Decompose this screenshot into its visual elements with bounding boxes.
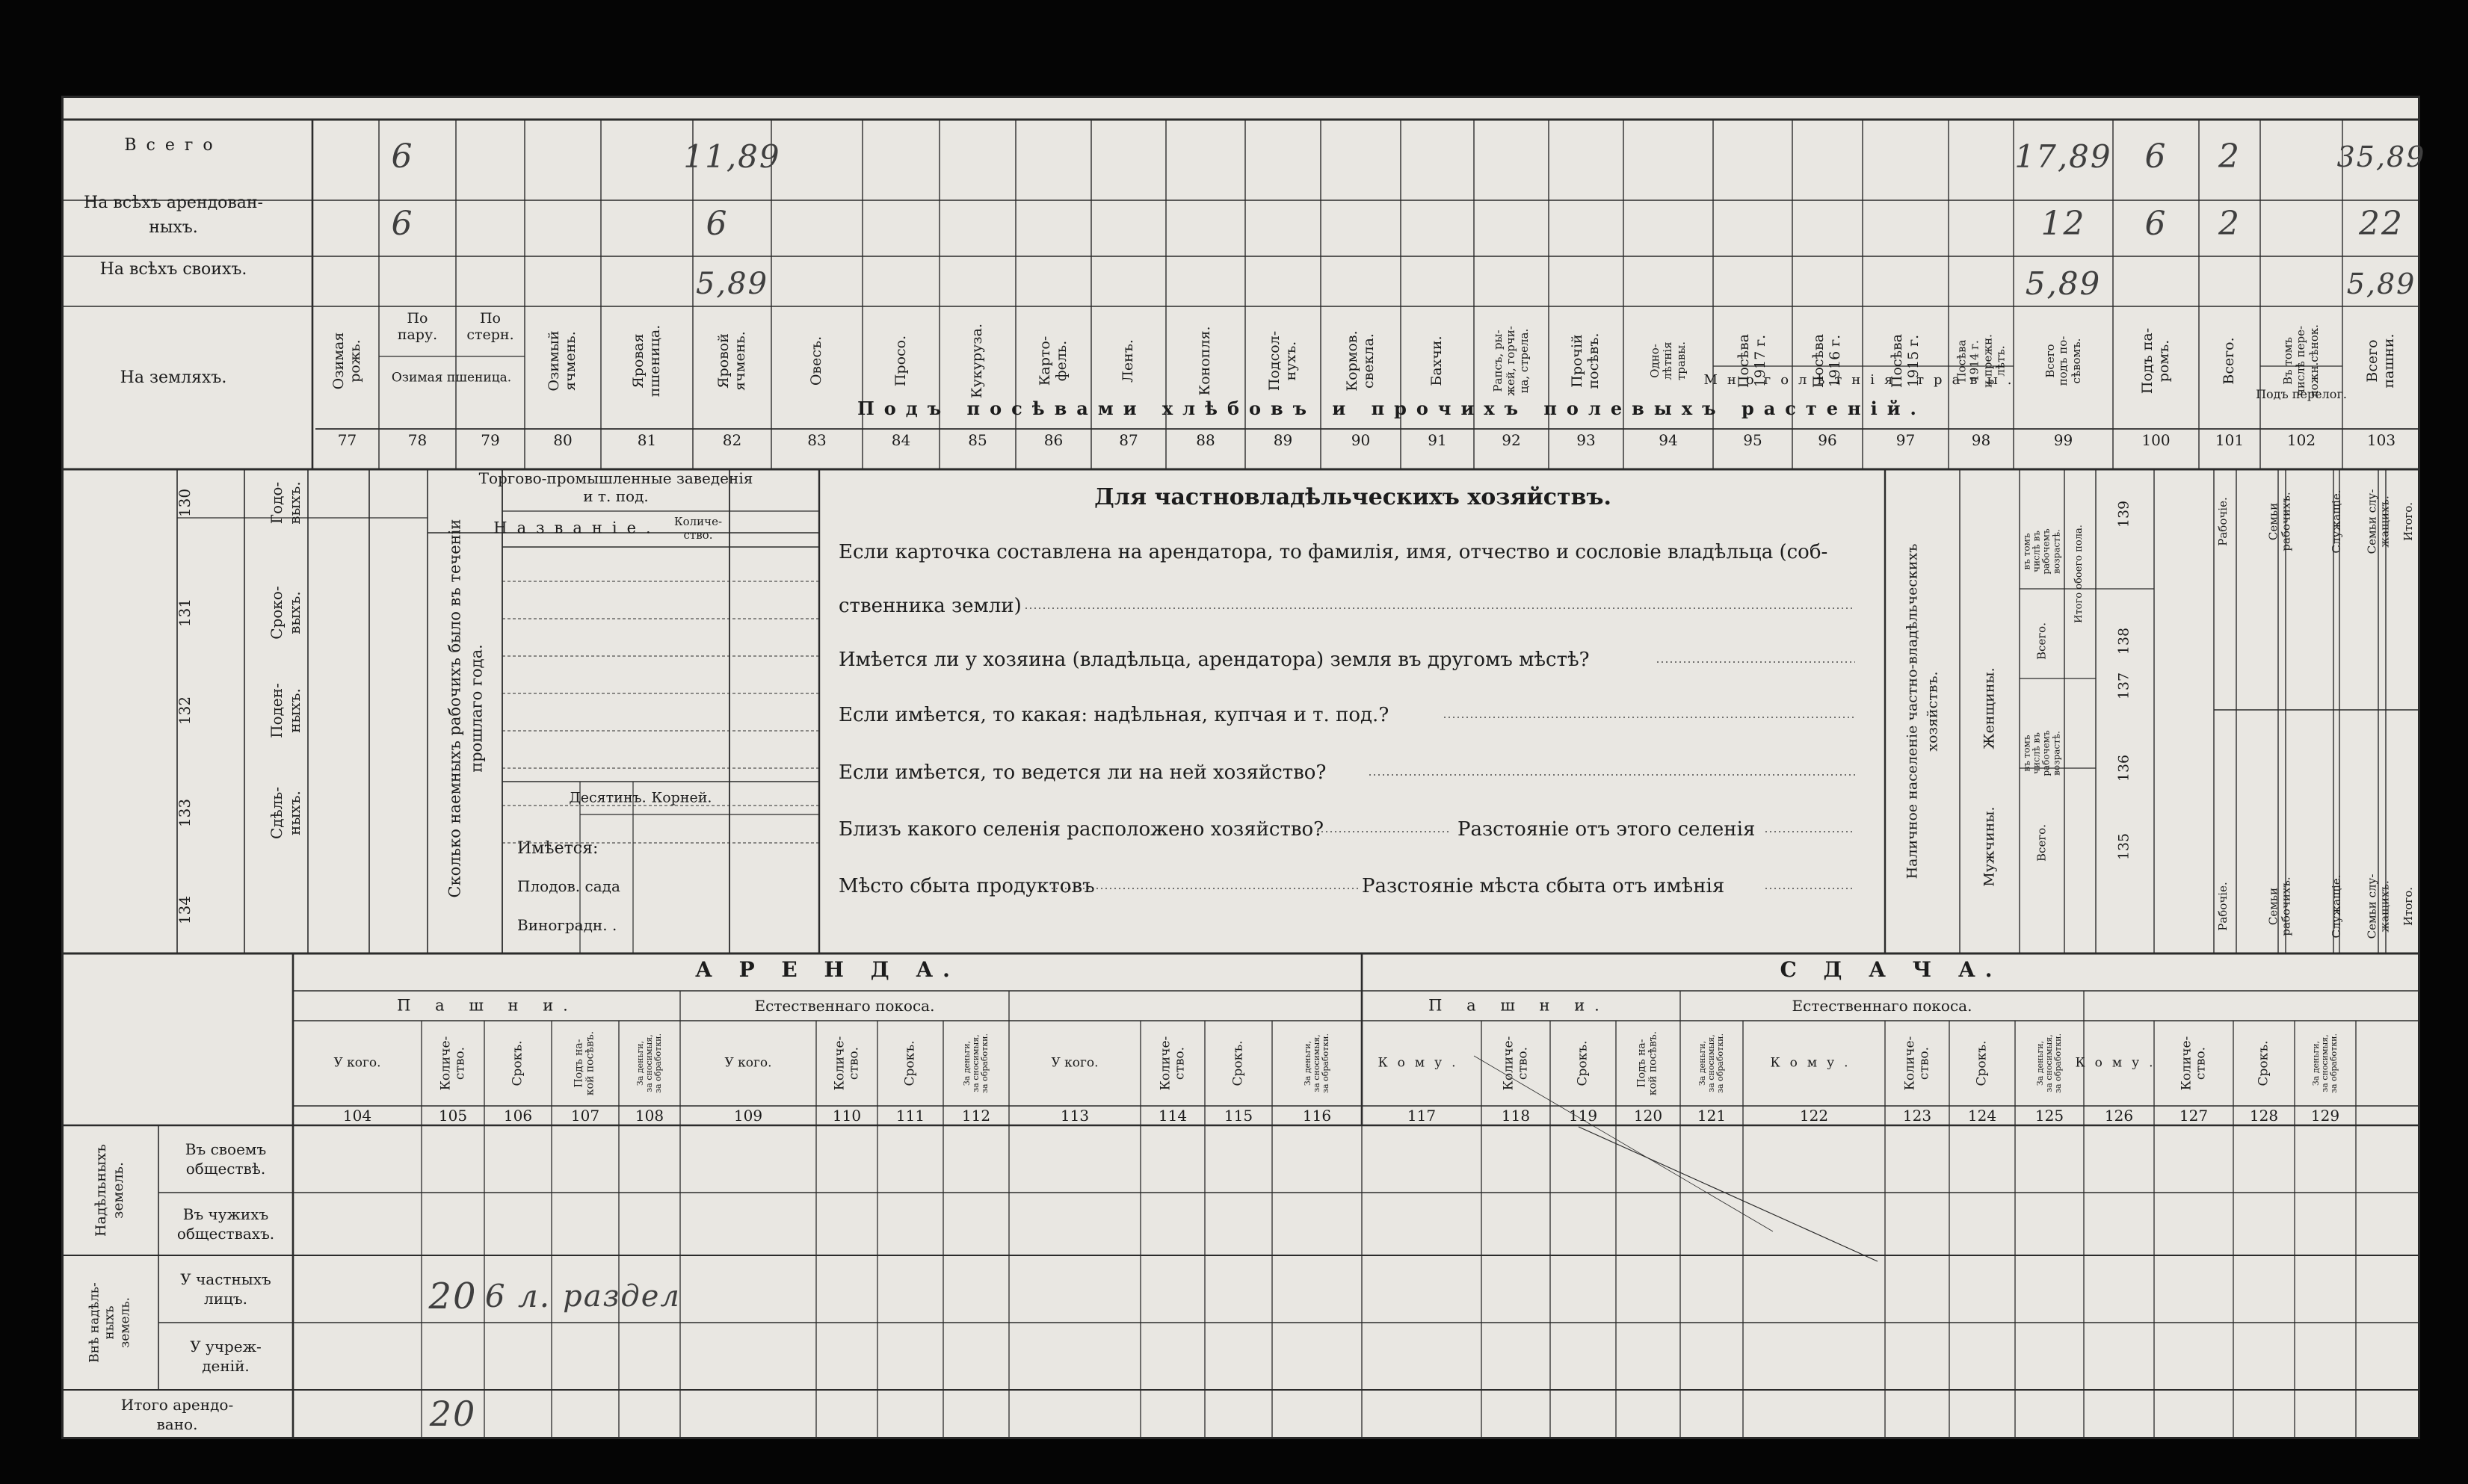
crop-header-c82: Яровой ячмень. bbox=[715, 331, 748, 391]
column-number: 90 bbox=[1351, 431, 1371, 449]
col-num-137: 137 bbox=[2115, 672, 2132, 700]
hw-leased-103[interactable]: 22 bbox=[2359, 205, 2404, 243]
population-label: Наличное населеніе частно-владѣльческихъ хозяйствъ. bbox=[1904, 543, 1940, 879]
hw-itogo-qty[interactable]: 20 bbox=[429, 1394, 477, 1434]
column-number: 89 bbox=[1273, 431, 1293, 449]
column-number: 99 bbox=[2053, 431, 2073, 449]
column-number: 91 bbox=[1428, 431, 1447, 449]
lower-column-number: 116 bbox=[1302, 1107, 1332, 1125]
garden-label: Плодов. сада bbox=[517, 877, 620, 895]
lower-header-108: За деньги, за сносимыя, за обработки. bbox=[635, 1033, 664, 1093]
column-number: 101 bbox=[2215, 431, 2245, 449]
question-land-type: Если имѣется, то какая: надѣльная, купчая и т. под.? bbox=[839, 704, 1389, 726]
men-label: Мужчины. bbox=[1981, 806, 1998, 887]
hired-type-2: Поден- ныхъ. bbox=[268, 683, 303, 738]
women-total-label: Всего. bbox=[2034, 622, 2049, 660]
lower-header-104: У кого. bbox=[333, 1055, 381, 1071]
women-workage-label: въ томъ числѣ въ рабочемъ возрастѣ. bbox=[2021, 528, 2062, 575]
question-market: Мѣсто сбыта продуктовъ bbox=[839, 875, 1095, 897]
column-number: 92 bbox=[1502, 431, 1521, 449]
desyatin-header: Десятинъ. bbox=[569, 789, 647, 806]
crop-header-c89: Подсол- нухъ. bbox=[1265, 330, 1299, 392]
strike-line bbox=[1579, 1127, 1878, 1261]
column-number: 103 bbox=[2366, 431, 2396, 449]
column-number: 84 bbox=[891, 431, 911, 449]
column-number: 85 bbox=[968, 431, 987, 449]
hw-total-78[interactable]: 6 bbox=[391, 137, 414, 176]
lower-column-number: 110 bbox=[832, 1107, 862, 1125]
men-total-label: Всего. bbox=[2034, 824, 2049, 862]
lower-column-number: 112 bbox=[961, 1107, 991, 1125]
lower-column-number: 104 bbox=[342, 1107, 372, 1125]
hw-leased-99[interactable]: 12 bbox=[2040, 205, 2086, 243]
lower-column-number: 115 bbox=[1224, 1107, 1253, 1125]
crop-header-c91: Бахчи. bbox=[1428, 336, 1446, 386]
row-other-society: Въ чужихъ обществахъ. bbox=[176, 1205, 275, 1243]
hw-leased-78[interactable]: 6 bbox=[391, 205, 414, 243]
hw-private-qty[interactable]: 20 bbox=[428, 1276, 478, 1317]
lower-column-number: 113 bbox=[1060, 1107, 1090, 1125]
women-label: Женщины. bbox=[1981, 667, 1998, 749]
lower-column-number: 122 bbox=[1799, 1107, 1829, 1125]
men-workage-label: въ томъ числѣ въ рабочемъ возрастѣ. bbox=[2021, 730, 2062, 776]
lower-header-122: Кому. bbox=[1770, 1055, 1858, 1071]
hired-type-1: Сроко- выхъ. bbox=[268, 586, 303, 640]
hw-leased-101[interactable]: 2 bbox=[2218, 205, 2241, 243]
question-other-land: Имѣется ли у хозяина (владѣльца, арендатора) земля въ другомъ мѣстѣ? bbox=[839, 649, 1590, 671]
lower-header-120: Подъ на- кой посѣвъ. bbox=[1635, 1030, 1659, 1096]
col-num-139: 139 bbox=[2115, 500, 2132, 528]
crop-header-c98: Посѣва 1914 г. и прежн. лѣтъ. bbox=[1955, 334, 2007, 388]
lower-column-number: 119 bbox=[1568, 1107, 1598, 1125]
crop-header-c78: По пару. bbox=[397, 310, 438, 343]
column-number: 98 bbox=[1971, 431, 1991, 449]
worker-bottom-4: Итого. bbox=[2401, 886, 2415, 927]
hw-own-99[interactable]: 5,89 bbox=[2025, 265, 2102, 302]
col-num-133: 133 bbox=[176, 798, 194, 828]
vineyard-label: Виноградн. . bbox=[517, 916, 617, 934]
lower-header-107: Подъ на- кой посѣвъ. bbox=[573, 1030, 596, 1096]
column-number: 83 bbox=[807, 431, 827, 449]
lower-column-number: 123 bbox=[1902, 1107, 1932, 1125]
crop-header-c87: Ленъ. bbox=[1120, 339, 1137, 383]
lower-header-128: Срокъ. bbox=[2256, 1040, 2271, 1086]
hw-total-82[interactable]: 11,89 bbox=[683, 138, 781, 175]
column-number: 95 bbox=[1743, 431, 1762, 449]
hw-total-99[interactable]: 17,89 bbox=[2014, 138, 2112, 175]
worker-bottom-3: Семьи слу- жащихъ. bbox=[2365, 874, 2391, 939]
row-label-lands: На земляхъ. bbox=[120, 368, 227, 387]
hw-leased-82[interactable]: 6 bbox=[706, 205, 729, 243]
crop-header-c95: Посѣва 1917 г. bbox=[1736, 333, 1768, 389]
crop-header-c88: Конопля. bbox=[1197, 326, 1214, 396]
lower-column-number: 109 bbox=[733, 1107, 763, 1125]
hw-total-101[interactable]: 2 bbox=[2218, 137, 2241, 176]
column-number: 102 bbox=[2286, 431, 2316, 449]
lower-column-number: 121 bbox=[1697, 1107, 1727, 1125]
lower-header-129: За деньги, за сносимыя, за обработки. bbox=[2310, 1033, 2339, 1093]
lower-header-117: Кому. bbox=[1378, 1055, 1466, 1071]
column-number: 80 bbox=[553, 431, 573, 449]
worker-bottom-1: Семьи рабочихъ. bbox=[2266, 877, 2292, 936]
census-card bbox=[61, 96, 2426, 1439]
lower-column-number: 105 bbox=[438, 1107, 468, 1125]
crop-header-c85: Кукуруза. bbox=[969, 323, 986, 399]
question-distance-village: Разстояніе отъ этого селенія bbox=[1457, 818, 1756, 841]
lower-header-119: Срокъ. bbox=[1575, 1040, 1591, 1086]
column-number: 78 bbox=[407, 431, 428, 449]
has-label: Имѣется: bbox=[517, 839, 599, 858]
crop-header-c92: Рапсъ, ры- жей, горчи- ца, стрела. bbox=[1491, 326, 1531, 396]
lower-column-number: 107 bbox=[570, 1107, 600, 1125]
lower-header-121: За деньги, за сносимыя, за обработки. bbox=[1697, 1033, 1726, 1093]
hw-leased-100[interactable]: 6 bbox=[2144, 205, 2168, 243]
row-label-own: На всѣхъ своихъ. bbox=[99, 260, 247, 279]
crop-header-c102: Въ томъ числѣ пере- ложн.сѣнок. bbox=[2281, 324, 2321, 398]
perelog-group-label: Подъ перелог. bbox=[2256, 387, 2347, 401]
crop-header-c93: Прочій посѣвъ. bbox=[1569, 333, 1602, 389]
crop-header-c99: Всего подъ по- сѣвомъ. bbox=[2043, 336, 2083, 386]
lower-header-111: Срокъ. bbox=[902, 1040, 918, 1086]
itogo-both-label: Итого обоего пола. bbox=[2073, 525, 2085, 623]
lower-header-109: У кого. bbox=[724, 1055, 772, 1071]
lower-header-113: У кого. bbox=[1051, 1055, 1099, 1071]
korney-header: Корней. bbox=[651, 789, 712, 806]
lower-header-126: Кому. bbox=[2075, 1055, 2163, 1071]
lower-header-105: Количе- ство. bbox=[438, 1036, 467, 1091]
col-num-136: 136 bbox=[2115, 754, 2132, 782]
question-owner: Если карточка составлена на арендатора, то фамилія, имя, отчество и сословіе владѣльца (соб- bbox=[839, 541, 1828, 563]
lower-header-115: Срокъ. bbox=[1230, 1040, 1246, 1086]
worker-bottom-0: Рабочіе. bbox=[2215, 882, 2230, 931]
worker-top-4: Итого. bbox=[2401, 501, 2415, 542]
hired-type-3: Сдѣль- ныхъ. bbox=[268, 786, 303, 840]
mnogoletnie-group-label: Многолѣтнія травы. bbox=[1703, 372, 2022, 388]
worker-top-0: Рабочіе. bbox=[2215, 497, 2230, 546]
arenda-pashni-label: П а ш н и. bbox=[397, 996, 578, 1015]
worker-bottom-2: Служащіе. bbox=[2329, 874, 2343, 939]
lower-column-number: 117 bbox=[1407, 1107, 1437, 1125]
col-num-134: 134 bbox=[176, 895, 194, 925]
question-nearest-village: Близъ какого селенія расположено хозяйство? bbox=[839, 818, 1324, 841]
column-number: 96 bbox=[1818, 431, 1837, 449]
hw-own-82[interactable]: 5,89 bbox=[695, 267, 769, 301]
col-num-138: 138 bbox=[2115, 627, 2132, 655]
lower-column-number: 114 bbox=[1158, 1107, 1188, 1125]
crop-header-c97: Посѣва 1915 г. bbox=[1888, 333, 1922, 389]
column-number: 81 bbox=[637, 431, 657, 449]
lower-header-124: Срокъ. bbox=[1974, 1040, 1990, 1086]
lower-header-116: За деньги, за сносимыя, за обработки. bbox=[1302, 1033, 1331, 1093]
hired-workers-label: Сколько наемныхъ рабочихъ было въ теченіи прошлаго года. bbox=[445, 519, 486, 898]
lower-header-106: Срокъ. bbox=[510, 1040, 525, 1086]
crop-header-c77: Озимая рожь. bbox=[330, 332, 363, 390]
lower-header-118: Количе- ство. bbox=[1501, 1036, 1530, 1091]
row-own-society: Въ своемъ обществѣ. bbox=[185, 1140, 267, 1178]
row-institutions: У учреж- деній. bbox=[190, 1338, 262, 1375]
crop-header-c94: Одно- лѣтнія травы. bbox=[1648, 341, 1688, 380]
column-number: 97 bbox=[1895, 431, 1916, 449]
lower-header-114: Количе- ство. bbox=[1158, 1036, 1187, 1091]
worker-top-2: Служащіе. bbox=[2329, 489, 2343, 554]
row-private-persons: У частныхъ лицъ. bbox=[180, 1270, 271, 1308]
lower-column-number: 108 bbox=[635, 1107, 664, 1125]
hw-total-103[interactable]: 35,89 bbox=[2336, 140, 2426, 173]
ozimaya-group-label: Озимая пшеница. bbox=[391, 370, 512, 386]
lower-column-number: 129 bbox=[2310, 1107, 2340, 1125]
private-holdings-title: Для частновладѣльческихъ хозяйствъ. bbox=[1094, 484, 1611, 510]
sdacha-pokos-label: Естественнаго покоса. bbox=[1792, 997, 1972, 1015]
crop-header-c90: Кормов. свекла. bbox=[1343, 330, 1377, 392]
column-number: 86 bbox=[1043, 431, 1064, 449]
column-number: 94 bbox=[1659, 431, 1678, 449]
lower-column-number: 120 bbox=[1633, 1107, 1663, 1125]
hw-private-srok[interactable]: 6 л. bbox=[484, 1278, 552, 1314]
lower-header-112: За деньги, за сносимыя, за обработки. bbox=[961, 1033, 990, 1093]
hw-private-form[interactable]: раздел bbox=[563, 1279, 681, 1314]
col-num-131: 131 bbox=[176, 598, 194, 628]
col-num-132: 132 bbox=[176, 696, 194, 726]
lower-column-number: 127 bbox=[2179, 1107, 2209, 1125]
crop-header-c79: По стерн. bbox=[466, 310, 514, 343]
lower-column-number: 124 bbox=[1967, 1107, 1997, 1125]
lower-header-110: Количе- ство. bbox=[832, 1036, 861, 1091]
lower-header-127: Количе- ство. bbox=[2179, 1036, 2208, 1091]
crop-header-c96: Посѣва 1916 г. bbox=[1810, 333, 1843, 389]
crop-header-c86: Карто- фель. bbox=[1036, 336, 1070, 386]
crop-header-c80: Озимый ячмень. bbox=[546, 330, 579, 392]
hw-total-100[interactable]: 6 bbox=[2144, 137, 2168, 176]
column-number: 87 bbox=[1119, 431, 1138, 449]
worker-top-3: Семьи слу- жащихъ. bbox=[2365, 489, 2391, 554]
trade-qty-header: Количе- ство. bbox=[673, 515, 723, 542]
hw-own-103[interactable]: 5,89 bbox=[2346, 268, 2416, 300]
lower-column-number: 111 bbox=[895, 1107, 925, 1125]
row-itogo-leased: Итого арендо- вано. bbox=[120, 1396, 234, 1433]
crop-header-c100: Подъ па- ромъ. bbox=[2138, 327, 2172, 395]
sdacha-title: С Д А Ч А. bbox=[1780, 957, 2002, 982]
lower-column-number: 128 bbox=[2249, 1107, 2279, 1125]
arenda-pokos-label: Естественнаго покоса. bbox=[754, 997, 935, 1015]
lower-header-123: Количе- ство. bbox=[1902, 1036, 1931, 1091]
nadel-group-label: Надѣльныхъ земель. bbox=[93, 1143, 126, 1237]
lower-column-number: 125 bbox=[2034, 1107, 2064, 1125]
crop-header-c81: Яровая пшеница. bbox=[629, 324, 663, 398]
row-label-leased: На всѣхъ арендован- ныхъ. bbox=[84, 194, 263, 237]
col-num-135: 135 bbox=[2115, 832, 2132, 861]
row-label-total: Всего bbox=[124, 136, 223, 155]
col-num-130: 130 bbox=[176, 488, 194, 518]
trade-name-header: Названіе. bbox=[493, 519, 661, 537]
lower-column-number: 118 bbox=[1501, 1107, 1531, 1125]
lower-column-number: 126 bbox=[2104, 1107, 2134, 1125]
crop-header-c101: Всего. bbox=[2221, 337, 2238, 385]
sdacha-pashni-label: П а ш н и. bbox=[1428, 996, 1609, 1015]
lower-header-125: За деньги, за сносимыя, за обработки. bbox=[2034, 1033, 2064, 1093]
lower-column-number: 106 bbox=[503, 1107, 533, 1125]
column-number: 88 bbox=[1196, 431, 1215, 449]
crop-header-c103: Всего пашни. bbox=[2364, 333, 2397, 389]
vne-group-label: Внѣ надѣль- ныхъ земель. bbox=[87, 1282, 133, 1363]
column-number: 100 bbox=[2141, 431, 2171, 449]
hired-type-0: Годо- выхъ. bbox=[268, 481, 303, 525]
column-number: 82 bbox=[722, 431, 742, 449]
column-number: 77 bbox=[337, 431, 357, 449]
question-distance-market: Разстояніе мѣста сбыта отъ имѣнія bbox=[1362, 875, 1725, 897]
crops-banner: Подъ посѣвами хлѣбовъ и прочихъ полевыхъ растеній. bbox=[857, 398, 1926, 419]
question-farming: Если имѣется, то ведется ли на ней хозяйство? bbox=[839, 761, 1327, 784]
column-number: 93 bbox=[1576, 431, 1596, 449]
trade-title: Торгово-промышленные заведенія и т. под. bbox=[478, 469, 753, 505]
worker-top-1: Семьи рабочихъ. bbox=[2266, 492, 2292, 551]
question-owner-cont: ственника земли) bbox=[839, 595, 1022, 617]
column-number: 79 bbox=[481, 431, 500, 449]
crop-header-c84: Просо. bbox=[892, 335, 909, 387]
arenda-title: А Р Е Н Д А. bbox=[695, 957, 960, 982]
crop-header-c83: Овесъ. bbox=[808, 336, 825, 386]
